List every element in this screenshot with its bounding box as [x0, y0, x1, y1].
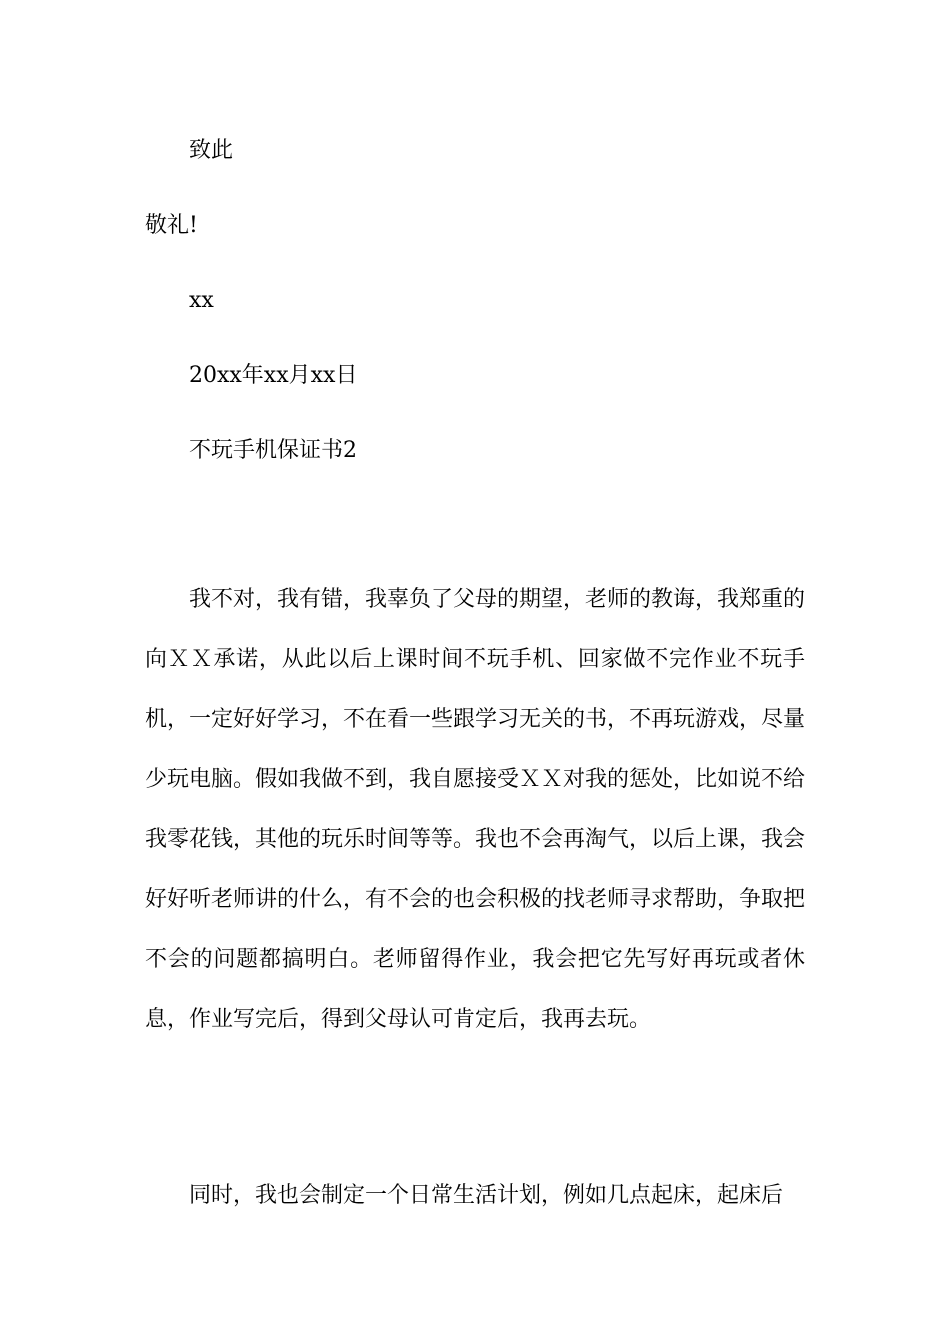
salutation: 敬礼! — [145, 213, 198, 238]
signature: xx — [189, 288, 214, 313]
body-paragraph-2: 同时，我也会制定一个日常生活计划，例如几点起床，起床后 — [189, 1183, 784, 1208]
closing-phrase: 致此 — [189, 138, 234, 163]
section-title: 不玩手机保证书2 — [189, 438, 357, 463]
body-paragraph-1: 我不对，我有错，我辜负了父母的期望，老师的教诲，我郑重的向ＸＸ承诺，从此以后上课时间不玩手机、回家做不完作业不玩手机，一定好好学习，不在看一些跟学习无关的书，不再玩游戏，尽量少玩电脑。假如我做不到，我自愿接受ＸＸ对我的惩处，比如说不给我零花钱，其他的玩乐时间等等。我也不会再淘气，以后上课，我会好好听老师讲的什么，有不会的也会积极的找老师寻求帮助，争取把不会的问题都搞明白。老师留得作业，我会把它先写好再玩或者休息，作业写完后，得到父母认可肯定后，我再去玩。 — [145, 587, 806, 1032]
date-line: 20xx年xx月xx日 — [189, 363, 358, 388]
